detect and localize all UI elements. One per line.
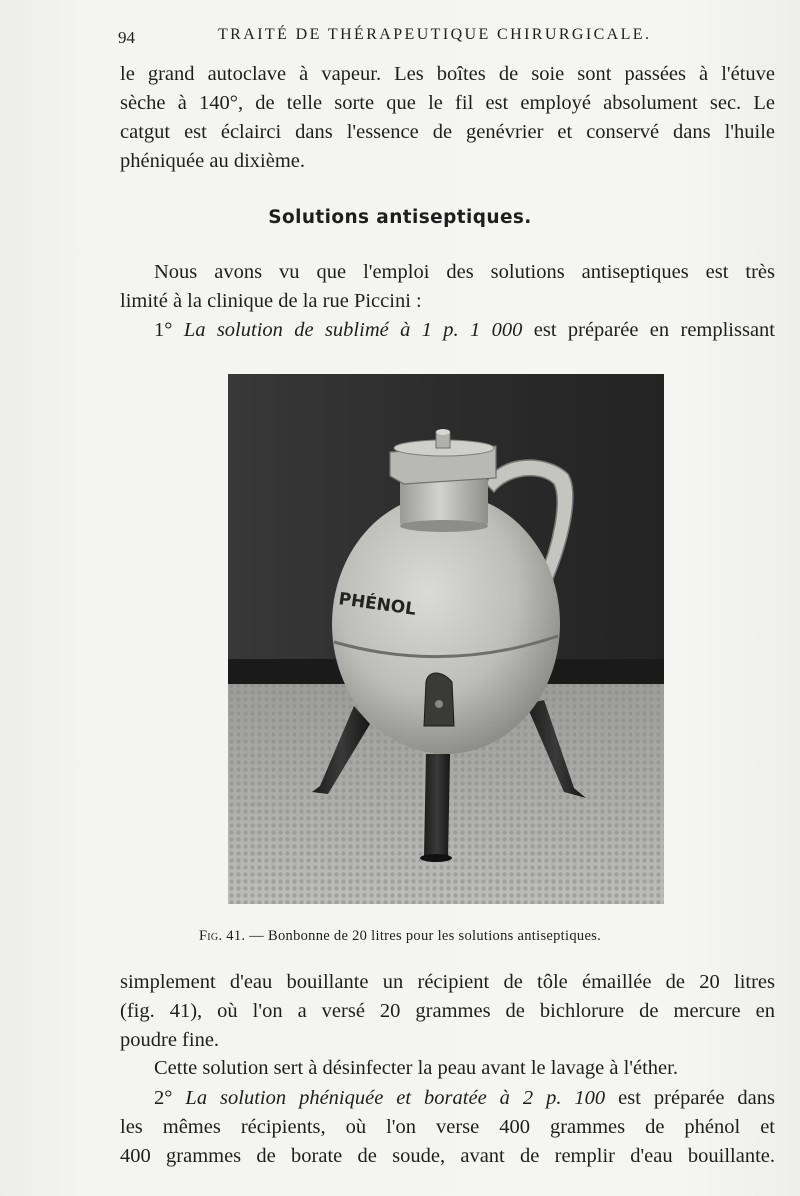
figure-photograph bbox=[228, 374, 664, 904]
vessel-neck bbox=[400, 478, 488, 526]
italic-term: La solution phéniquée et boratée à 2 p. 100 bbox=[185, 1087, 606, 1109]
list-number: 2° bbox=[154, 1087, 186, 1109]
paragraph-usage bbox=[120, 1054, 775, 1083]
text-line: 400 grammes de borate de soude, avant de remplir d'eau bouillante. bbox=[120, 1145, 775, 1167]
section-heading: Solutions antiseptiques. bbox=[268, 207, 532, 228]
text-line: simplement d'eau bouillante un récipient de tôle émaillée de 20 litres bbox=[120, 971, 775, 993]
italic-term: La solution de sublimé à 1 p. 1 000 bbox=[183, 319, 523, 341]
paragraph-sublime bbox=[120, 316, 775, 345]
paragraph-phenol bbox=[120, 1084, 775, 1171]
figure-label: Fig. 41. bbox=[198, 928, 246, 944]
paragraph-intro bbox=[120, 258, 775, 316]
list-number: 1° bbox=[154, 319, 184, 341]
text-run: est préparée dans bbox=[605, 1087, 775, 1109]
text-line bbox=[120, 1084, 775, 1113]
text-run: est préparée en remplissant bbox=[522, 319, 776, 341]
bonbonne-photo bbox=[228, 374, 664, 904]
front-leg bbox=[424, 754, 450, 858]
caption-text: — Bonbonne de 20 litres pour les solutions antiseptiques. bbox=[245, 928, 602, 944]
page-number: 94 bbox=[118, 28, 135, 47]
text-line: le grand autoclave à vapeur. Les boîtes de soie sont passées à l'étuve bbox=[120, 63, 775, 85]
front-leg-bracket bbox=[424, 673, 454, 726]
paragraph-bonbonne bbox=[120, 968, 775, 1055]
text-line: les mêmes récipients, où l'on verse 400 grammes de phénol et bbox=[120, 1116, 775, 1138]
text-line: sèche à 140°, de telle sorte que le fil est employé absolument sec. Le bbox=[120, 92, 775, 114]
running-title: TRAITÉ DE THÉRAPEUTIQUE CHIRURGICALE. bbox=[218, 26, 652, 43]
vessel-label: PHÉNOL bbox=[337, 589, 418, 620]
text-line: limité à la clinique de la rue Piccini : bbox=[120, 290, 422, 312]
text-line: catgut est éclairci dans l'essence de genévrier et conservé dans l'huile bbox=[120, 121, 775, 143]
text-line: phéniquée au dixième. bbox=[120, 150, 306, 172]
text-line: poudre fine. bbox=[120, 1029, 220, 1051]
running-head bbox=[118, 24, 778, 50]
text-line: Nous avons vu que l'emploi des solutions antiseptiques est très bbox=[154, 261, 775, 283]
paragraph-autoclave bbox=[120, 60, 775, 176]
figure-caption bbox=[0, 928, 800, 945]
text-line bbox=[120, 316, 775, 345]
text-line: (fig. 41), où l'on a versé 20 grammes de bichlorure de mercure en bbox=[120, 1000, 775, 1022]
text-line: Cette solution sert à désinfecter la peau avant le lavage à l'éther. bbox=[154, 1057, 678, 1079]
